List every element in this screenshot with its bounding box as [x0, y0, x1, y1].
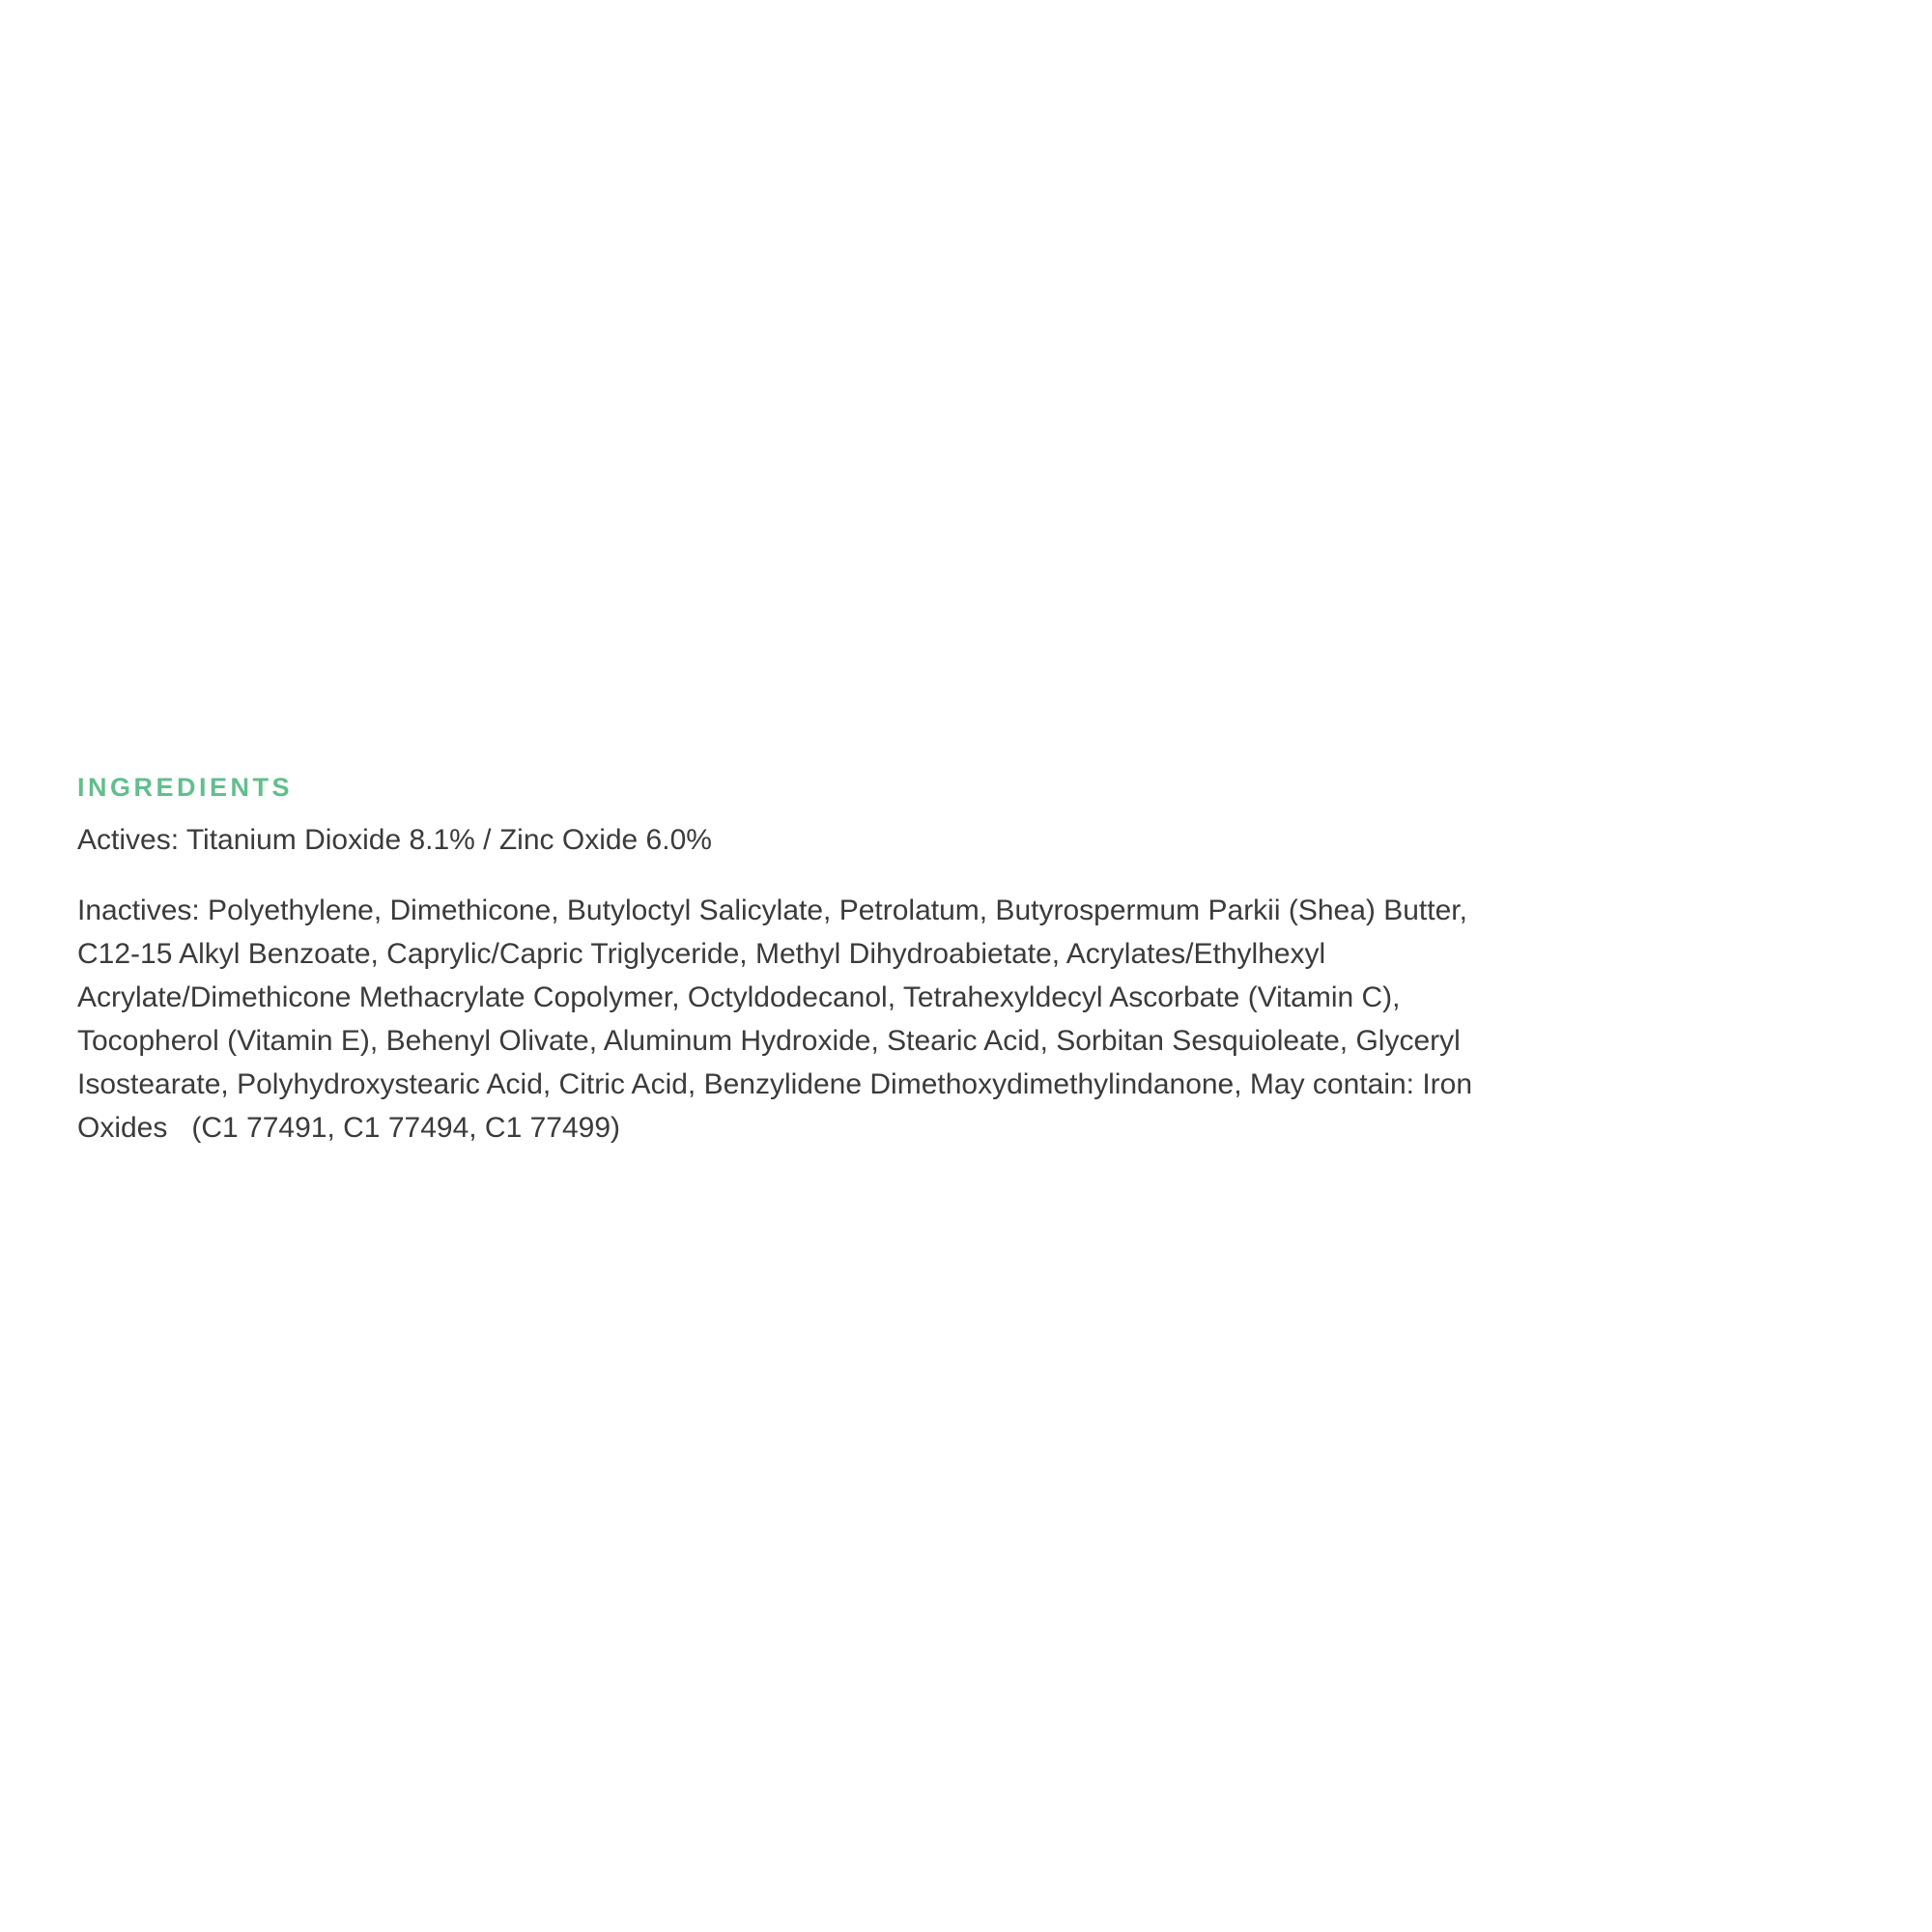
actives-line: Actives: Titanium Dioxide 8.1% / Zinc Oxide 6.0%	[77, 824, 712, 856]
inactives-paragraph: Inactives: Polyethylene, Dimethicone, Butyloctyl Salicylate, Petrolatum, Butyrospermum Parkii (Shea) Butter, C12-15 Alkyl Benzoate, Caprylic/Capric Triglyceride, Methyl Dihydroabietate, Acrylates/Ethylhexyl Acrylate/Dimethicone Methacrylate Copolymer, Octyldodecanol, Tetrahexyldecyl Ascorbate (Vitamin C), Tocopherol (Vitamin E), Behenyl Olivate, Aluminum Hydroxide, Stearic Acid, Sorbitan Sesquioleate, Glyceryl Isostearate, Polyhydroxystearic Acid, Citric Acid, Benzylidene Dimethoxydimethylindanone, May contain: Iron Oxides (C1 77491, C1 77494, C1 77499)	[77, 895, 1481, 1144]
ingredients-heading: INGREDIENTS	[77, 773, 294, 802]
ingredients-label	[77, 773, 1483, 1150]
